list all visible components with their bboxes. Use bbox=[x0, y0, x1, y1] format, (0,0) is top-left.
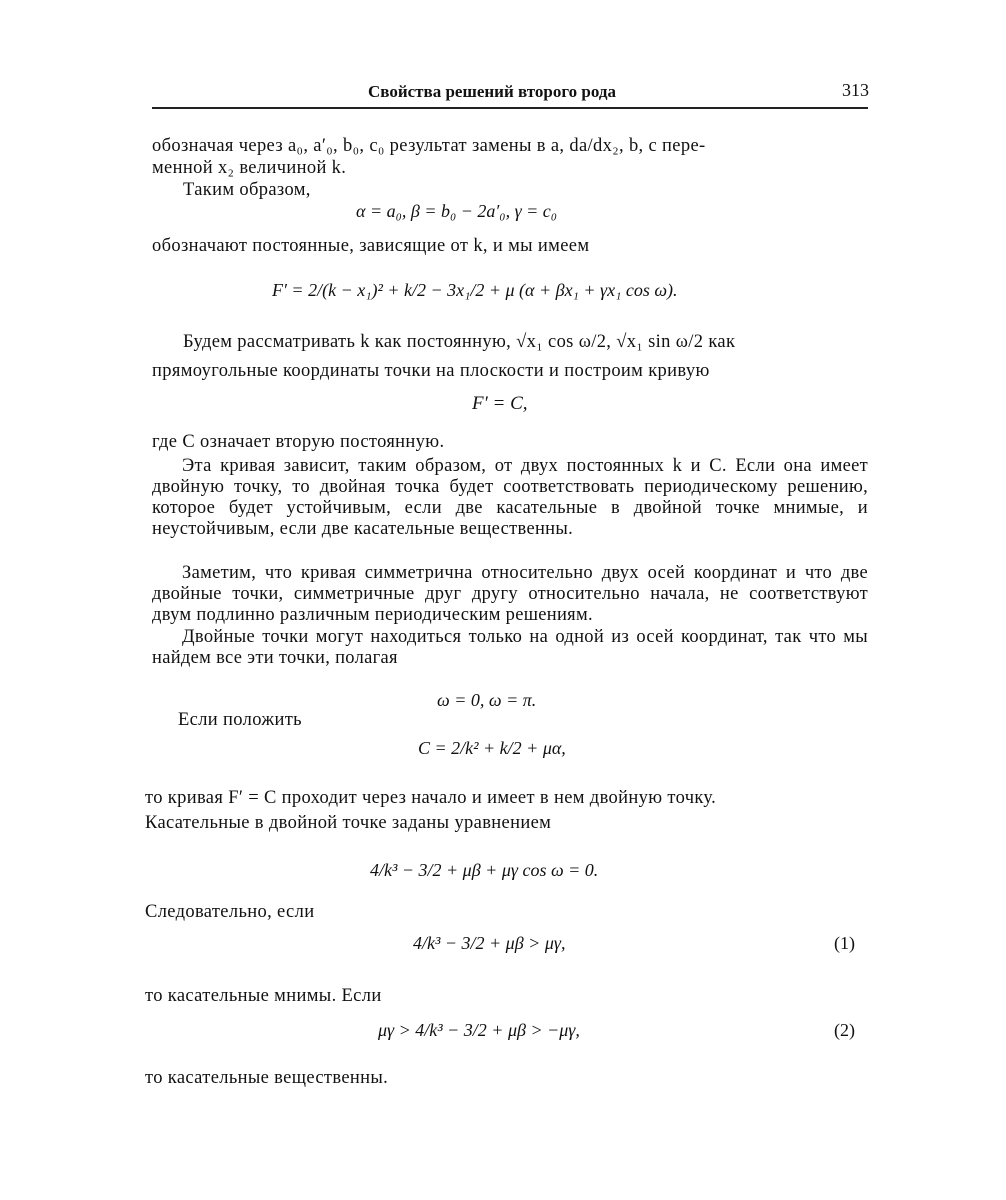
text-line-8: Если положить bbox=[178, 710, 302, 730]
equation-number-2: (2) bbox=[834, 1020, 855, 1040]
running-header-title: Свойства решений второго рода bbox=[368, 82, 616, 101]
text-line-12: то касательные мнимы. Если bbox=[145, 986, 382, 1006]
text-line-2: менной x₂ величиной k. bbox=[152, 158, 347, 178]
equation-number-1: (1) bbox=[834, 933, 855, 953]
paragraph-symmetry-text: Заметим, что кривая симметрична относительно двух осей координат и что две двойные точки, симметричные друг другу относительно начала, не соответствуют двум подлинно различным периодическим решениям. bbox=[152, 563, 868, 625]
text-line-7: где C означает вторую постоянную. bbox=[152, 432, 445, 452]
paragraph-double-point bbox=[152, 456, 868, 540]
equation-F-prime: F′ = 2/(k − x₁)² + k/2 − 3x₁/2 + μ (α + βx₁ + γx₁ cos ω). bbox=[272, 280, 678, 300]
text-line-10: Касательные в двойной точке заданы уравнением bbox=[145, 813, 552, 833]
text-line-3: Таким образом, bbox=[183, 180, 311, 200]
equation-F-equals-C: F′ = C, bbox=[472, 393, 528, 414]
equation-inequality-1: 4/k³ − 3/2 + μβ > μγ, bbox=[413, 933, 566, 953]
page-number: 313 bbox=[842, 80, 869, 100]
paragraph-axes-text: Двойные точки могут находиться только на одной из осей координат, так что мы найдем все эти точки, полагая bbox=[152, 627, 868, 668]
text-line-9: то кривая F′ = C проходит через начало и имеет в нем двойную точку. bbox=[145, 788, 717, 808]
text-line-6: прямоугольные координаты точки на плоскости и построим кривую bbox=[152, 361, 710, 381]
equation-omega-values: ω = 0, ω = π. bbox=[437, 690, 537, 710]
paragraph-symmetry bbox=[152, 563, 868, 626]
text-line-5: Будем рассматривать k как постоянную, √x₁ cos ω/2, √x₁ sin ω/2 как bbox=[183, 332, 736, 352]
equation-alpha-beta-gamma: α = a₀, β = b₀ − 2a′₀, γ = c₀ bbox=[356, 201, 558, 221]
equation-tangents: 4/k³ − 3/2 + μβ + μγ cos ω = 0. bbox=[370, 860, 599, 880]
paragraph-axes bbox=[152, 627, 868, 669]
header-rule bbox=[152, 107, 868, 109]
equation-inequality-2: μγ > 4/k³ − 3/2 + μβ > −μγ, bbox=[378, 1020, 580, 1040]
text-line-4: обозначают постоянные, зависящие от k, и мы имеем bbox=[152, 236, 590, 256]
paragraph-double-point-text: Эта кривая зависит, таким образом, от двух постоянных k и C. Если она имеет двойную точку, то двойная точка будет соответствовать периодическому решению, которое будет устойчивым, если две касательные в двойной точке мнимые, и неустойчивым, если две касательные вещественны. bbox=[152, 456, 868, 539]
equation-C-definition: C = 2/k² + k/2 + μα, bbox=[418, 738, 566, 758]
text-line-11: Следовательно, если bbox=[145, 902, 315, 922]
text-line-1: обозначая через a₀, a′₀, b₀, c₀ результат замены в a, da/dx₂, b, c пере- bbox=[152, 136, 706, 156]
text-line-13: то касательные вещественны. bbox=[145, 1068, 389, 1088]
